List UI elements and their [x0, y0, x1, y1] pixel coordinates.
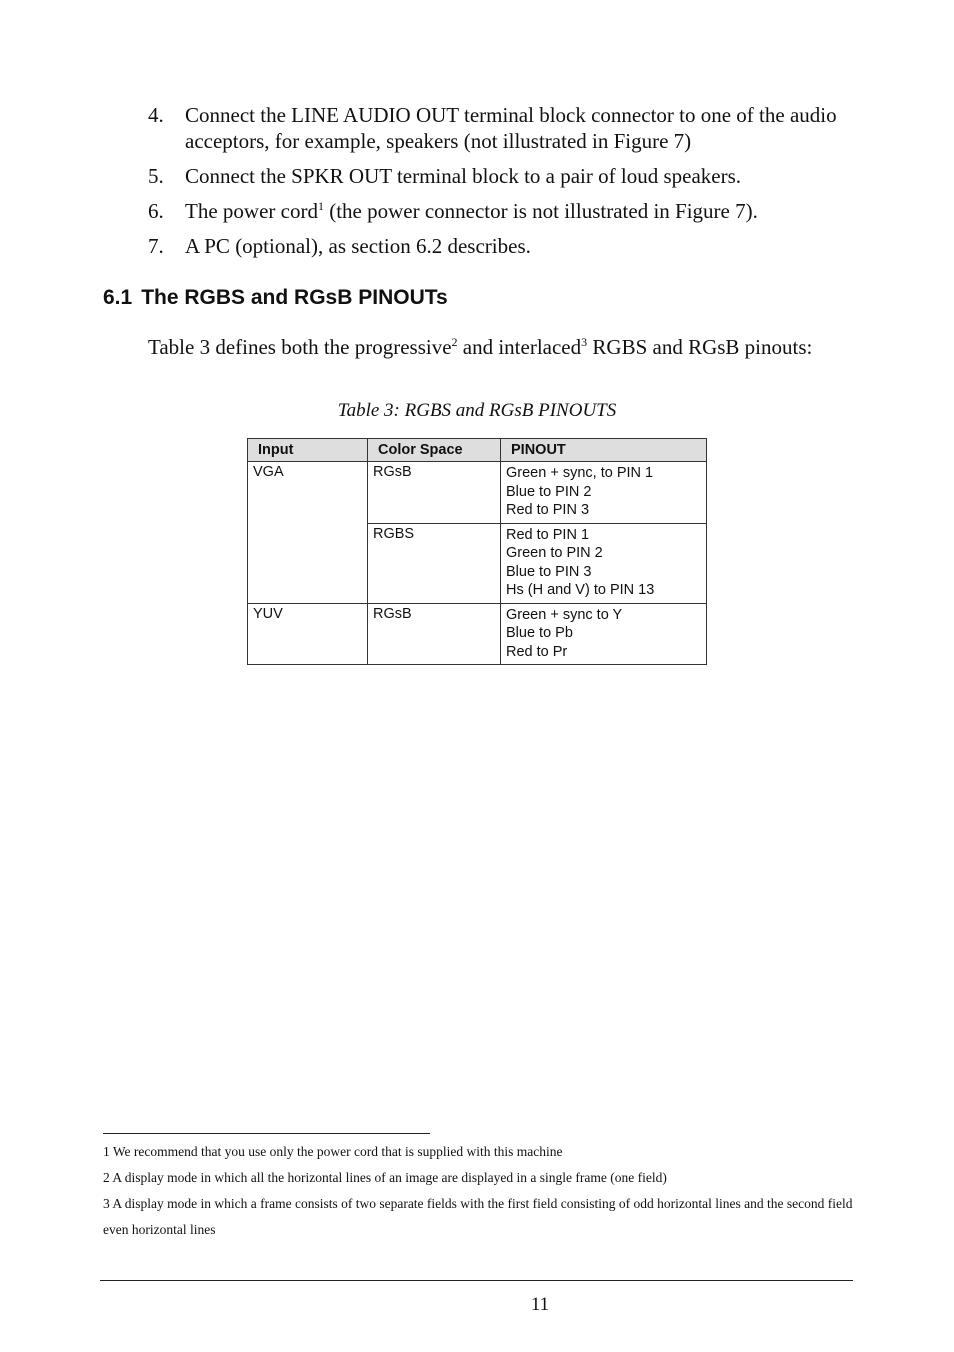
footnotes	[103, 1139, 863, 1243]
footnote-ref: 3	[581, 335, 588, 349]
table-row	[248, 523, 707, 603]
page-number: 11	[530, 1294, 550, 1315]
step-text: A PC (optional), as section 6.2 describes.	[185, 234, 531, 258]
footnote-ref: 1	[317, 199, 324, 213]
footnote-divider	[103, 1133, 430, 1134]
step-text: Connect the LINE AUDIO OUT terminal block connector to one of the audio acceptors, for example, speakers (not illustrated in Figure 7)	[185, 103, 837, 153]
instruction-list	[148, 102, 848, 268]
section-title: The RGBS and RGsB PINOUTs	[141, 286, 448, 309]
page-footer-divider	[100, 1280, 853, 1281]
cell-color-space: RGsB	[368, 462, 501, 524]
header-input: Input	[248, 439, 368, 462]
table-row	[248, 603, 707, 665]
section-number: 6.1	[103, 286, 133, 309]
footnote-ref: 2	[451, 335, 458, 349]
list-item: 7. A PC (optional), as section 6.2 describes.	[148, 234, 531, 258]
cell-pinout: Red to PIN 1 Green to PIN 2 Blue to PIN 3 Hs (H and V) to PIN 13	[501, 523, 707, 603]
footnote: 3 A display mode in which a frame consists of two separate fields with the first field consisting of odd horizontal lines and the second field even horizontal lines	[103, 1196, 853, 1237]
footnote: 1 We recommend that you use only the power cord that is supplied with this machine	[103, 1144, 563, 1159]
table-caption: Table 3: RGBS and RGsB PINOUTS	[337, 400, 617, 421]
table-header-row	[248, 439, 707, 462]
step-text: (the power connector is not illustrated in Figure 7).	[323, 199, 758, 223]
header-pinout: PINOUT	[501, 439, 707, 462]
section-heading	[103, 286, 448, 310]
list-item: 5. Connect the SPKR OUT terminal block to a pair of loud speakers.	[148, 164, 742, 188]
cell-input: VGA	[248, 462, 368, 524]
step-text: Connect the SPKR OUT terminal block to a pair of loud speakers.	[185, 164, 742, 188]
list-item: 4. Connect the LINE AUDIO OUT terminal block connector to one of the audio acceptors, for example, speakers (not illustrated in Figure 7)	[148, 103, 837, 153]
cell-input: YUV	[248, 603, 368, 665]
step-text: The power cord	[185, 199, 318, 223]
cell-color-space: RGsB	[368, 603, 501, 665]
pinout-table	[247, 438, 707, 665]
cell-color-space: RGBS	[368, 523, 501, 603]
cell-pinout: Green + sync, to PIN 1 Blue to PIN 2 Red to PIN 3	[501, 462, 707, 524]
cell-pinout: Green + sync to Y Blue to Pb Red to Pr	[501, 603, 707, 665]
table-row	[248, 462, 707, 524]
intro-paragraph: Table 3 defines both the progressive$^2$ and interlaced$^3$ RGBS and RGsB pinouts:	[148, 335, 813, 359]
cell-input	[248, 523, 368, 603]
header-color-space: Color Space	[368, 439, 501, 462]
list-item: 6. The power cord$^1$ (the power connector is not illustrated in Figure 7).	[148, 199, 758, 223]
footnote: 2 A display mode in which all the horizontal lines of an image are displayed in a single frame (one field)	[103, 1170, 667, 1185]
